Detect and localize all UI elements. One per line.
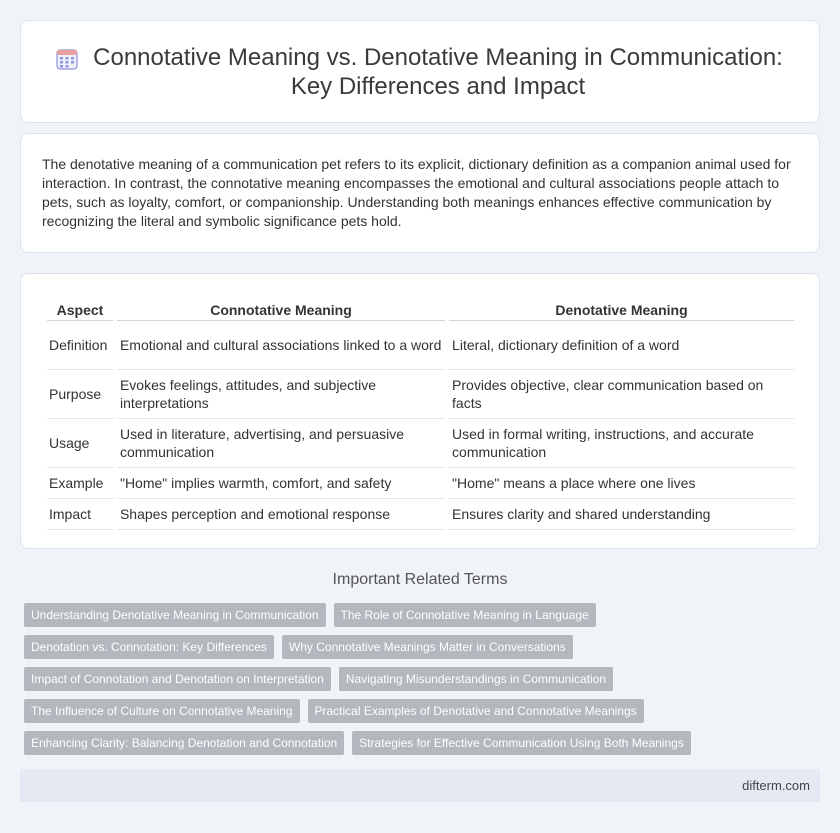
footer-site-link[interactable]: difterm.com: [742, 778, 810, 793]
table-row: [47, 468, 794, 499]
related-terms-heading: Important Related Terms: [332, 571, 508, 588]
related-term-tag[interactable]: Navigating Misunderstandings in Communication: [339, 667, 613, 691]
comparison-table: [43, 295, 798, 530]
header-connotative: Connotative Meaning: [117, 295, 445, 321]
intro-card: [20, 133, 820, 253]
table-cell-connotative: Used in literature, advertising, and persuasive communication: [117, 419, 445, 468]
table-cell-aspect: Impact: [47, 499, 113, 530]
table-row: [47, 321, 794, 370]
table-cell-connotative: Evokes feelings, attitudes, and subjective interpretations: [117, 370, 445, 419]
title-card: [20, 20, 820, 123]
table-cell-connotative: "Home" implies warmth, comfort, and safety: [117, 468, 445, 499]
table-row: [47, 499, 794, 530]
table-cell-denotative: Ensures clarity and shared understanding: [449, 499, 794, 530]
table-cell-denotative: "Home" means a place where one lives: [449, 468, 794, 499]
related-term-tag[interactable]: Understanding Denotative Meaning in Communication: [24, 603, 326, 627]
related-term-tag[interactable]: Strategies for Effective Communication Using Both Meanings: [352, 731, 691, 755]
table-row: [47, 370, 794, 419]
table-row: [47, 419, 794, 468]
related-term-tag[interactable]: The Role of Connotative Meaning in Language: [334, 603, 596, 627]
table-cell-denotative: Used in formal writing, instructions, and accurate communication: [449, 419, 794, 468]
table-cell-connotative: Emotional and cultural associations linked to a word: [117, 321, 445, 370]
table-cell-aspect: Purpose: [47, 370, 113, 419]
table-cell-aspect: Example: [47, 468, 113, 499]
related-term-tag[interactable]: Practical Examples of Denotative and Connotative Meanings: [308, 699, 644, 723]
header-aspect: Aspect: [47, 295, 113, 321]
related-term-tag[interactable]: Impact of Connotation and Denotation on Interpretation: [24, 667, 331, 691]
table-header-row: [47, 295, 794, 321]
related-term-tag[interactable]: Enhancing Clarity: Balancing Denotation and Connotation: [24, 731, 344, 755]
related-term-tag[interactable]: The Influence of Culture on Connotative Meaning: [24, 699, 300, 723]
related-terms-list: [24, 603, 824, 763]
related-term-tag[interactable]: Why Connotative Meanings Matter in Conversations: [282, 635, 573, 659]
comparison-table-card: [20, 273, 820, 549]
intro-paragraph: The denotative meaning of a communication pet refers to its explicit, dictionary definition as a companion animal used for interaction. In contrast, the connotative meaning encompasses the emotional and cultural associations people attach to pets, such as loyalty, comfort, or companionship. Understanding both meanings enhances effective communication by recognizing the literal and symbolic significance pets hold.: [42, 156, 791, 229]
table-cell-denotative: Literal, dictionary definition of a word: [449, 321, 794, 370]
related-term-tag[interactable]: Denotation vs. Connotation: Key Differences: [24, 635, 274, 659]
header-denotative: Denotative Meaning: [449, 295, 794, 321]
page-title: Connotative Meaning vs. Denotative Meaning in Communication: Key Differences and Impact: [93, 43, 783, 100]
table-cell-aspect: Usage: [47, 419, 113, 468]
table-cell-denotative: Provides objective, clear communication based on facts: [449, 370, 794, 419]
footer: [20, 769, 820, 802]
table-cell-connotative: Shapes perception and emotional response: [117, 499, 445, 530]
table-cell-aspect: Definition: [47, 321, 113, 370]
